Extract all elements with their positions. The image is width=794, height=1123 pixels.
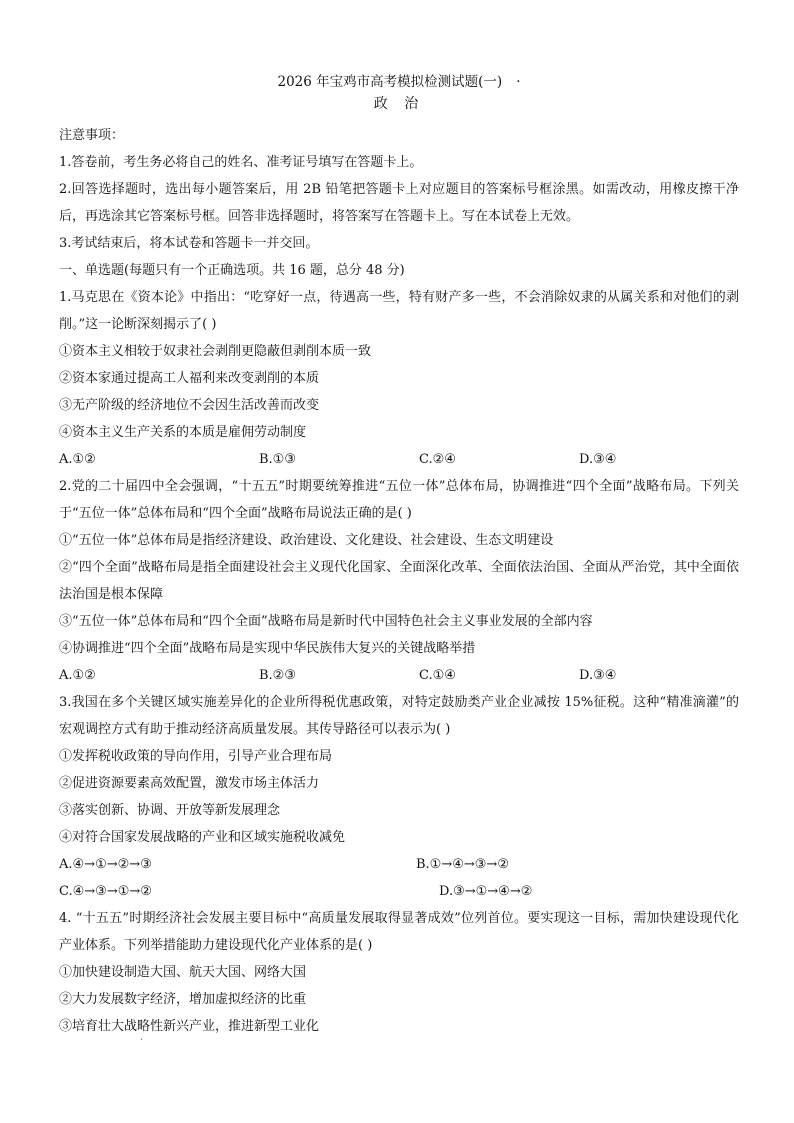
notice-item-1: 1.答卷前，考生务必将自己的姓名、准考证号填写在答题卡上。: [59, 155, 423, 170]
stray-dot-mark: ·: [140, 1035, 144, 1046]
title-dot-mark: ·: [516, 74, 521, 90]
question-1-option-a[interactable]: A.①②: [59, 452, 96, 467]
notice-heading: 注意事项：: [59, 128, 125, 143]
section-heading: 一、单选题(每题只有一个正确选项。共 16 题，总分 48 分): [59, 263, 405, 278]
exam-page: [59, 72, 739, 1040]
question-3-option-a[interactable]: A.④→①→②→③: [59, 857, 152, 872]
question-2-stem: 2.党的二十届四中全会强调，“十五五”时期要统筹推进“五位一体”总体布局，协调推进“四个全面”战略布局。下列关于“五位一体”总体布局和“四个全面”战略布局说法正确的是( ): [59, 479, 739, 521]
question-1-options: [59, 446, 739, 473]
question-1-statement-1: ①资本主义相较于奴隶社会剥削更隐蔽但剥削本质一致: [59, 344, 372, 359]
question-1-statement-3: ③无产阶级的经济地位不会因生活改善而改变: [59, 398, 320, 413]
question-2-statement-2: ②“四个全面”战略布局是指全面建设社会主义现代化国家、全面深化改革、全面依法治国、全面从严治党，其中全面依法治国是根本保障: [59, 560, 739, 602]
question-3-options-row-1: [59, 851, 739, 878]
question-3-option-b[interactable]: B.①→④→③→②: [416, 857, 509, 872]
question-2-option-a[interactable]: A.①②: [59, 668, 96, 683]
question-3-stem: 3.我国在多个关键区域实施差异化的企业所得税优惠政策，对特定鼓励类产业企业减按 15%征税。这种“精准滴灌”的宏观调控方式有助于推动经济高质量发展。其传导路径可以表示为( ): [59, 695, 739, 737]
question-2-statement-1: ①“五位一体”总体布局是指经济建设、政治建设、文化建设、社会建设、生态文明建设: [59, 533, 554, 548]
notice-item-2: 2.回答选择题时，选出每小题答案后，用 2B 铅笔把答题卡上对应题目的答案标号框涂黑。如需改动，用橡皮擦干净后，再选涂其它答案标号框。回答非选择题时，将答案写在答题卡上。写在本试卷上无效。: [59, 182, 739, 224]
question-3-statement-1: ①发挥税收政策的导向作用，引导产业合理布局: [59, 749, 333, 764]
question-3-statement-3: ③落实创新、协调、开放等新发展理念: [59, 803, 281, 818]
question-1-statement-2: ②资本家通过提高工人福利来改变剥削的本质: [59, 371, 320, 386]
question-2-option-c[interactable]: C.①④: [419, 668, 456, 683]
question-2-options: [59, 662, 739, 689]
question-4-statement-2: ②大力发展数字经济，增加虚拟经济的比重: [59, 992, 307, 1007]
question-2-option-b[interactable]: B.②③: [259, 668, 296, 683]
exam-title-text: 2026 年宝鸡市高考模拟检测试题(一): [277, 74, 503, 90]
exam-title: [59, 72, 739, 94]
question-3-options-row-2: [59, 878, 739, 905]
question-2-statement-3: ③“五位一体”总体布局和“四个全面”战略布局是新时代中国特色社会主义事业发展的全部内容: [59, 614, 593, 629]
subject-name: 政 治: [373, 96, 425, 112]
question-3-statement-4: ④对符合国家发展战略的产业和区域实施税收减免: [59, 830, 346, 845]
question-1-option-b[interactable]: B.①③: [259, 452, 296, 467]
question-3-option-c[interactable]: C.④→③→①→②: [59, 884, 152, 899]
question-3-statement-2: ②促进资源要素高效配置，激发市场主体活力: [59, 776, 320, 791]
question-1-statement-4: ④资本主义生产关系的本质是雇佣劳动制度: [59, 425, 307, 440]
question-1-option-d[interactable]: D.③④: [579, 452, 617, 467]
question-3-option-d[interactable]: D.③→①→④→②: [439, 884, 533, 899]
question-2-option-d[interactable]: D.③④: [579, 668, 617, 683]
question-1-stem: 1.马克思在《资本论》中指出：“吃穿好一点，待遇高一些，特有财产多一些，不会消除奴隶的从属关系和对他们的剥削。”这一论断深刻揭示了( ): [59, 290, 739, 332]
question-2-statement-4: ④协调推进“四个全面”战略布局是实现中华民族伟大复兴的关键战略举措: [59, 641, 476, 656]
notice-item-3: 3.考试结束后，将本试卷和答题卡一并交回。: [59, 236, 319, 251]
question-4-stem: 4. “十五五”时期经济社会发展主要目标中“高质量发展取得显著成效”位列首位。要实现这一目标，需加快建设现代化产业体系。下列举措能助力建设现代化产业体系的是( ): [59, 911, 739, 953]
question-4-statement-1: ①加快建设制造大国、航天大国、网络大国: [59, 965, 307, 980]
question-1-option-c[interactable]: C.②④: [419, 452, 456, 467]
question-4-statement-3: ③培育壮大战略性新兴产业，推进新型工业化: [59, 1019, 320, 1034]
